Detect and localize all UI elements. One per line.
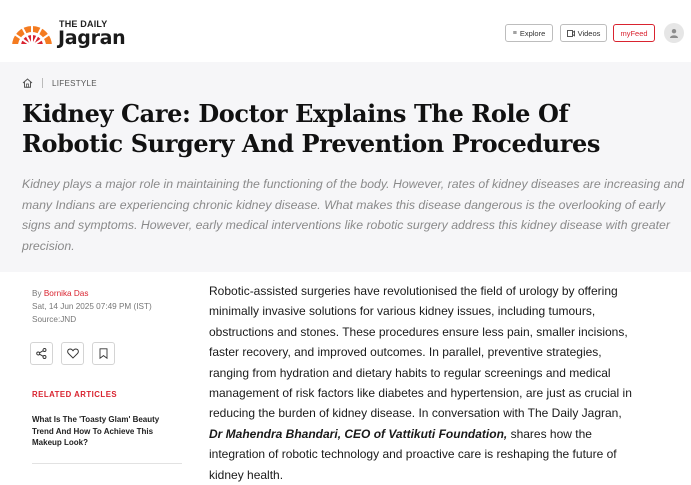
bookmark-icon <box>99 348 108 359</box>
article-summary: Kidney plays a major role in maintaining the functioning of the body. However, rates of kidney diseases are increasing and many Indians are experiencing chronic kidney disease. What makes this disease dangerous is the overlooking of early signs and symptoms. However, early medical interventions like robotic surgery address this kidney disease with greater precision. <box>22 177 685 253</box>
explore-button[interactable] <box>505 24 553 42</box>
heart-icon <box>67 348 79 359</box>
breadcrumb <box>22 76 97 90</box>
share-button[interactable] <box>30 342 53 365</box>
logo-text-the-daily: THE DAILY <box>59 19 108 29</box>
article-body <box>209 281 635 485</box>
bookmark-button[interactable] <box>92 342 115 365</box>
divider <box>32 463 182 464</box>
profile-avatar[interactable] <box>664 23 684 43</box>
related-article-link[interactable]: What Is The 'Toasty Glam' Beauty Trend And How To Achieve This Makeup Look? <box>32 415 160 447</box>
article-title: Kidney Care: Doctor Explains The Role Of Robotic Surgery And Prevention Procedures <box>22 99 601 158</box>
menu-icon: ≡ <box>512 29 517 37</box>
author-link[interactable]: Bornika Das <box>43 289 89 298</box>
logo-text-jagran: Jagran <box>58 27 126 49</box>
byline-prefix: By <box>32 289 42 298</box>
breadcrumb-divider <box>42 78 43 88</box>
like-button[interactable] <box>61 342 84 365</box>
breadcrumb-category-link[interactable]: LIFESTYLE <box>52 78 97 88</box>
body-text-part1: Robotic-assisted surgeries have revolutionised the field of urology by offering minimally invasive solutions for various kidney issues, including tumours, obstructions and stones. These procedures ensure less pain, smaller incisions, faster recovery, and improved outcomes. In parallel, preventive strategies, ranging from hydration and dietary habits to regular screenings and medical management of risk factors like diabetes and hypertension, are just as crucial in reducing the burden of kidney disease. In conversation with The Daily Jagran, <box>209 284 632 421</box>
body-text-highlight: Dr Mahendra Bhandari, CEO of Vattikuti Foundation, <box>209 426 508 441</box>
sun-logo-icon <box>9 19 55 47</box>
related-articles-heading: RELATED ARTICLES <box>32 390 118 399</box>
body-text-part2: shares how the integration of robotic technology and proactive care is reshaping the future of kidney health. <box>209 426 617 482</box>
user-icon <box>669 28 679 38</box>
myfeed-button[interactable] <box>613 24 655 42</box>
home-icon[interactable] <box>22 78 33 88</box>
videos-label: Videos <box>577 28 601 38</box>
site-header <box>0 0 691 62</box>
myfeed-label: myFeed <box>620 28 648 38</box>
article-source: Source:JND <box>32 315 77 324</box>
article-actions <box>30 342 115 365</box>
share-icon <box>36 348 47 359</box>
site-logo[interactable] <box>9 15 129 51</box>
videos-button[interactable] <box>560 24 607 42</box>
article-meta <box>32 287 182 326</box>
explore-label: Explore <box>519 28 546 38</box>
video-icon <box>567 30 575 37</box>
publish-timestamp: Sat, 14 Jun 2025 07:49 PM (IST) <box>32 302 152 311</box>
